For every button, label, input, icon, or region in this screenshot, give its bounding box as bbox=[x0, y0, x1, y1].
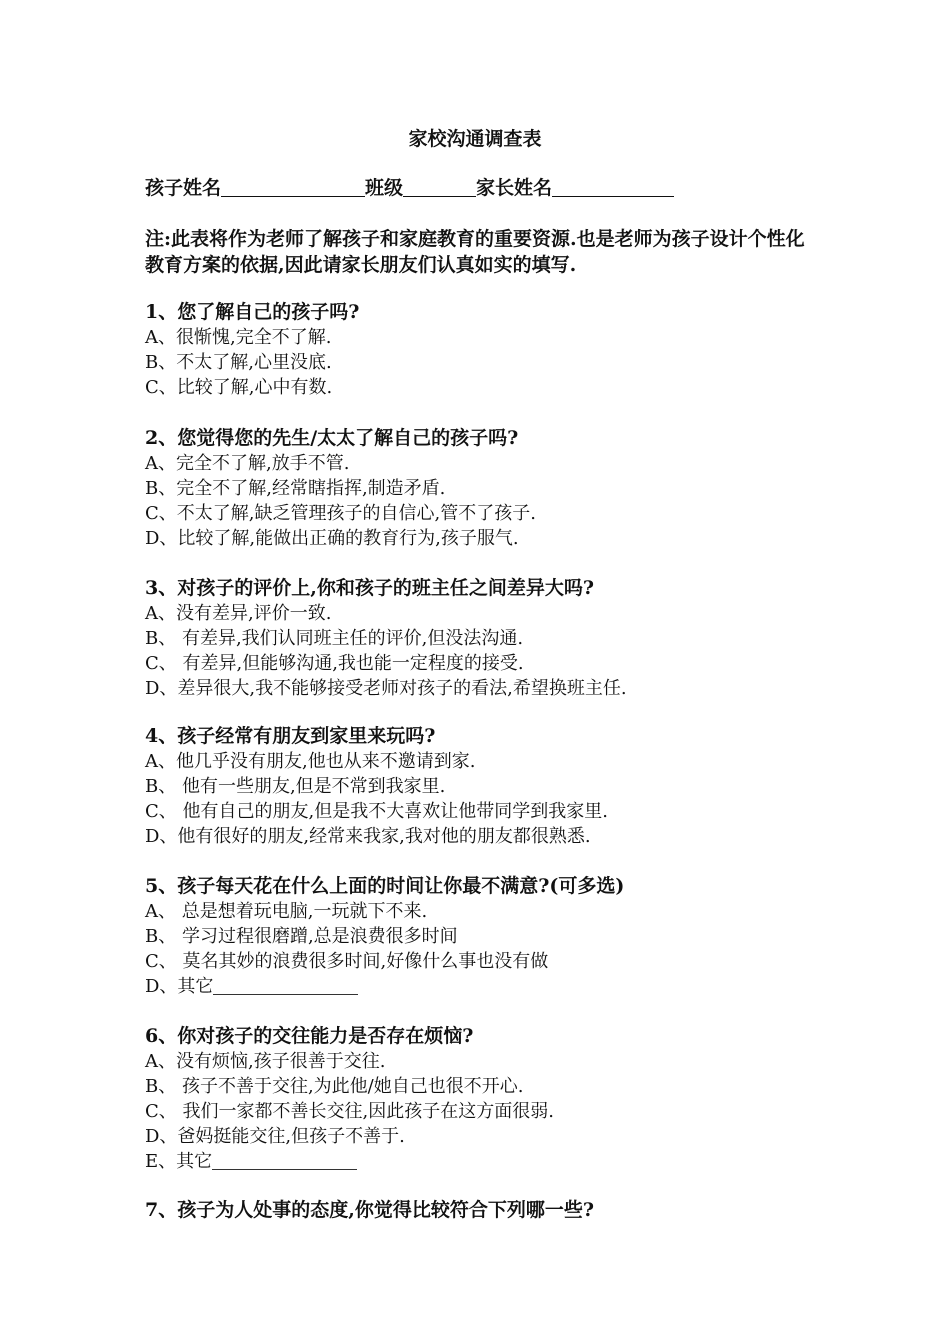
option-item[interactable]: A、很惭愧,完全不了解. bbox=[145, 327, 332, 348]
option-label: E、其它 bbox=[145, 1151, 213, 1172]
parent-name-field[interactable] bbox=[552, 176, 674, 197]
other-blank-field[interactable] bbox=[212, 1151, 357, 1170]
option-item[interactable]: B、 他有一些朋友,但是不常到我家里. bbox=[145, 776, 446, 797]
option-item[interactable] bbox=[145, 972, 358, 998]
question-title: 1、您了解自己的孩子吗? bbox=[145, 301, 360, 323]
info-line bbox=[145, 173, 674, 200]
class-field[interactable] bbox=[403, 176, 476, 197]
option-item[interactable]: D、差异很大,我不能够接受老师对孩子的看法,希望换班主任. bbox=[145, 678, 627, 699]
option-item[interactable]: C、 有差异,但能够沟通,我也能一定程度的接受. bbox=[145, 653, 524, 674]
question-title: 5、孩子每天花在什么上面的时间让你最不满意?(可多选) bbox=[145, 875, 625, 897]
option-item[interactable]: D、爸妈挺能交往,但孩子不善于. bbox=[145, 1126, 405, 1147]
option-item[interactable]: B、 有差异,我们认同班主任的评价,但没法沟通. bbox=[145, 628, 524, 649]
option-item[interactable]: C、 我们一家都不善长交往,因此孩子在这方面很弱. bbox=[145, 1101, 554, 1122]
parent-name-label: 家长姓名 bbox=[476, 177, 553, 199]
question-title: 2、您觉得您的先生/太太了解自己的孩子吗? bbox=[145, 427, 519, 449]
option-item[interactable]: A、完全不了解,放手不管. bbox=[145, 453, 350, 474]
option-item[interactable]: D、他有很好的朋友,经常来我家,我对他的朋友都很熟悉. bbox=[145, 826, 591, 847]
option-item[interactable]: C、不太了解,缺乏管理孩子的自信心,管不了孩子. bbox=[145, 503, 536, 524]
note-paragraph: 注:此表将作为老师了解孩子和家庭教育的重要资源.也是老师为孩子设计个性化教育方案的依据,因此请家长朋友们认真如实的填写. bbox=[145, 228, 805, 276]
option-item[interactable]: C、比较了解,心中有数. bbox=[145, 377, 333, 398]
page-title: 家校沟通调查表 bbox=[408, 128, 542, 150]
question-title: 7、孩子为人处事的态度,你觉得比较符合下列哪一些? bbox=[145, 1199, 594, 1221]
option-item[interactable]: C、 他有自己的朋友,但是我不大喜欢让他带同学到我家里. bbox=[145, 801, 608, 822]
option-item[interactable]: A、他几乎没有朋友,他也从来不邀请到家. bbox=[145, 751, 476, 772]
child-name-label: 孩子姓名 bbox=[145, 177, 222, 199]
option-item[interactable]: A、没有差异,评价一致. bbox=[145, 603, 332, 624]
class-label: 班级 bbox=[365, 177, 404, 199]
child-name-field[interactable] bbox=[221, 176, 365, 197]
option-item[interactable]: B、不太了解,心里没底. bbox=[145, 352, 332, 373]
option-item[interactable]: B、 学习过程很磨蹭,总是浪费很多时间 bbox=[145, 926, 458, 947]
option-item[interactable]: B、 孩子不善于交往,为此他/她自己也很不开心. bbox=[145, 1076, 524, 1097]
question-title: 6、你对孩子的交往能力是否存在烦恼? bbox=[145, 1025, 474, 1047]
option-item[interactable]: A、没有烦恼,孩子很善于交往. bbox=[145, 1051, 386, 1072]
question-title: 3、对孩子的评价上,你和孩子的班主任之间差异大吗? bbox=[145, 577, 594, 599]
question-title: 4、孩子经常有朋友到家里来玩吗? bbox=[145, 725, 436, 747]
option-item[interactable]: A、 总是想着玩电脑,一玩就下不来. bbox=[145, 901, 428, 922]
other-blank-field[interactable] bbox=[213, 976, 358, 995]
option-item[interactable] bbox=[145, 1147, 357, 1173]
option-item[interactable]: C、 莫名其妙的浪费很多时间,好像什么事也没有做 bbox=[145, 951, 549, 972]
option-item[interactable]: D、比较了解,能做出正确的教育行为,孩子服气. bbox=[145, 528, 519, 549]
option-label: D、其它 bbox=[145, 976, 214, 997]
option-item[interactable]: B、完全不了解,经常瞎指挥,制造矛盾. bbox=[145, 478, 446, 499]
